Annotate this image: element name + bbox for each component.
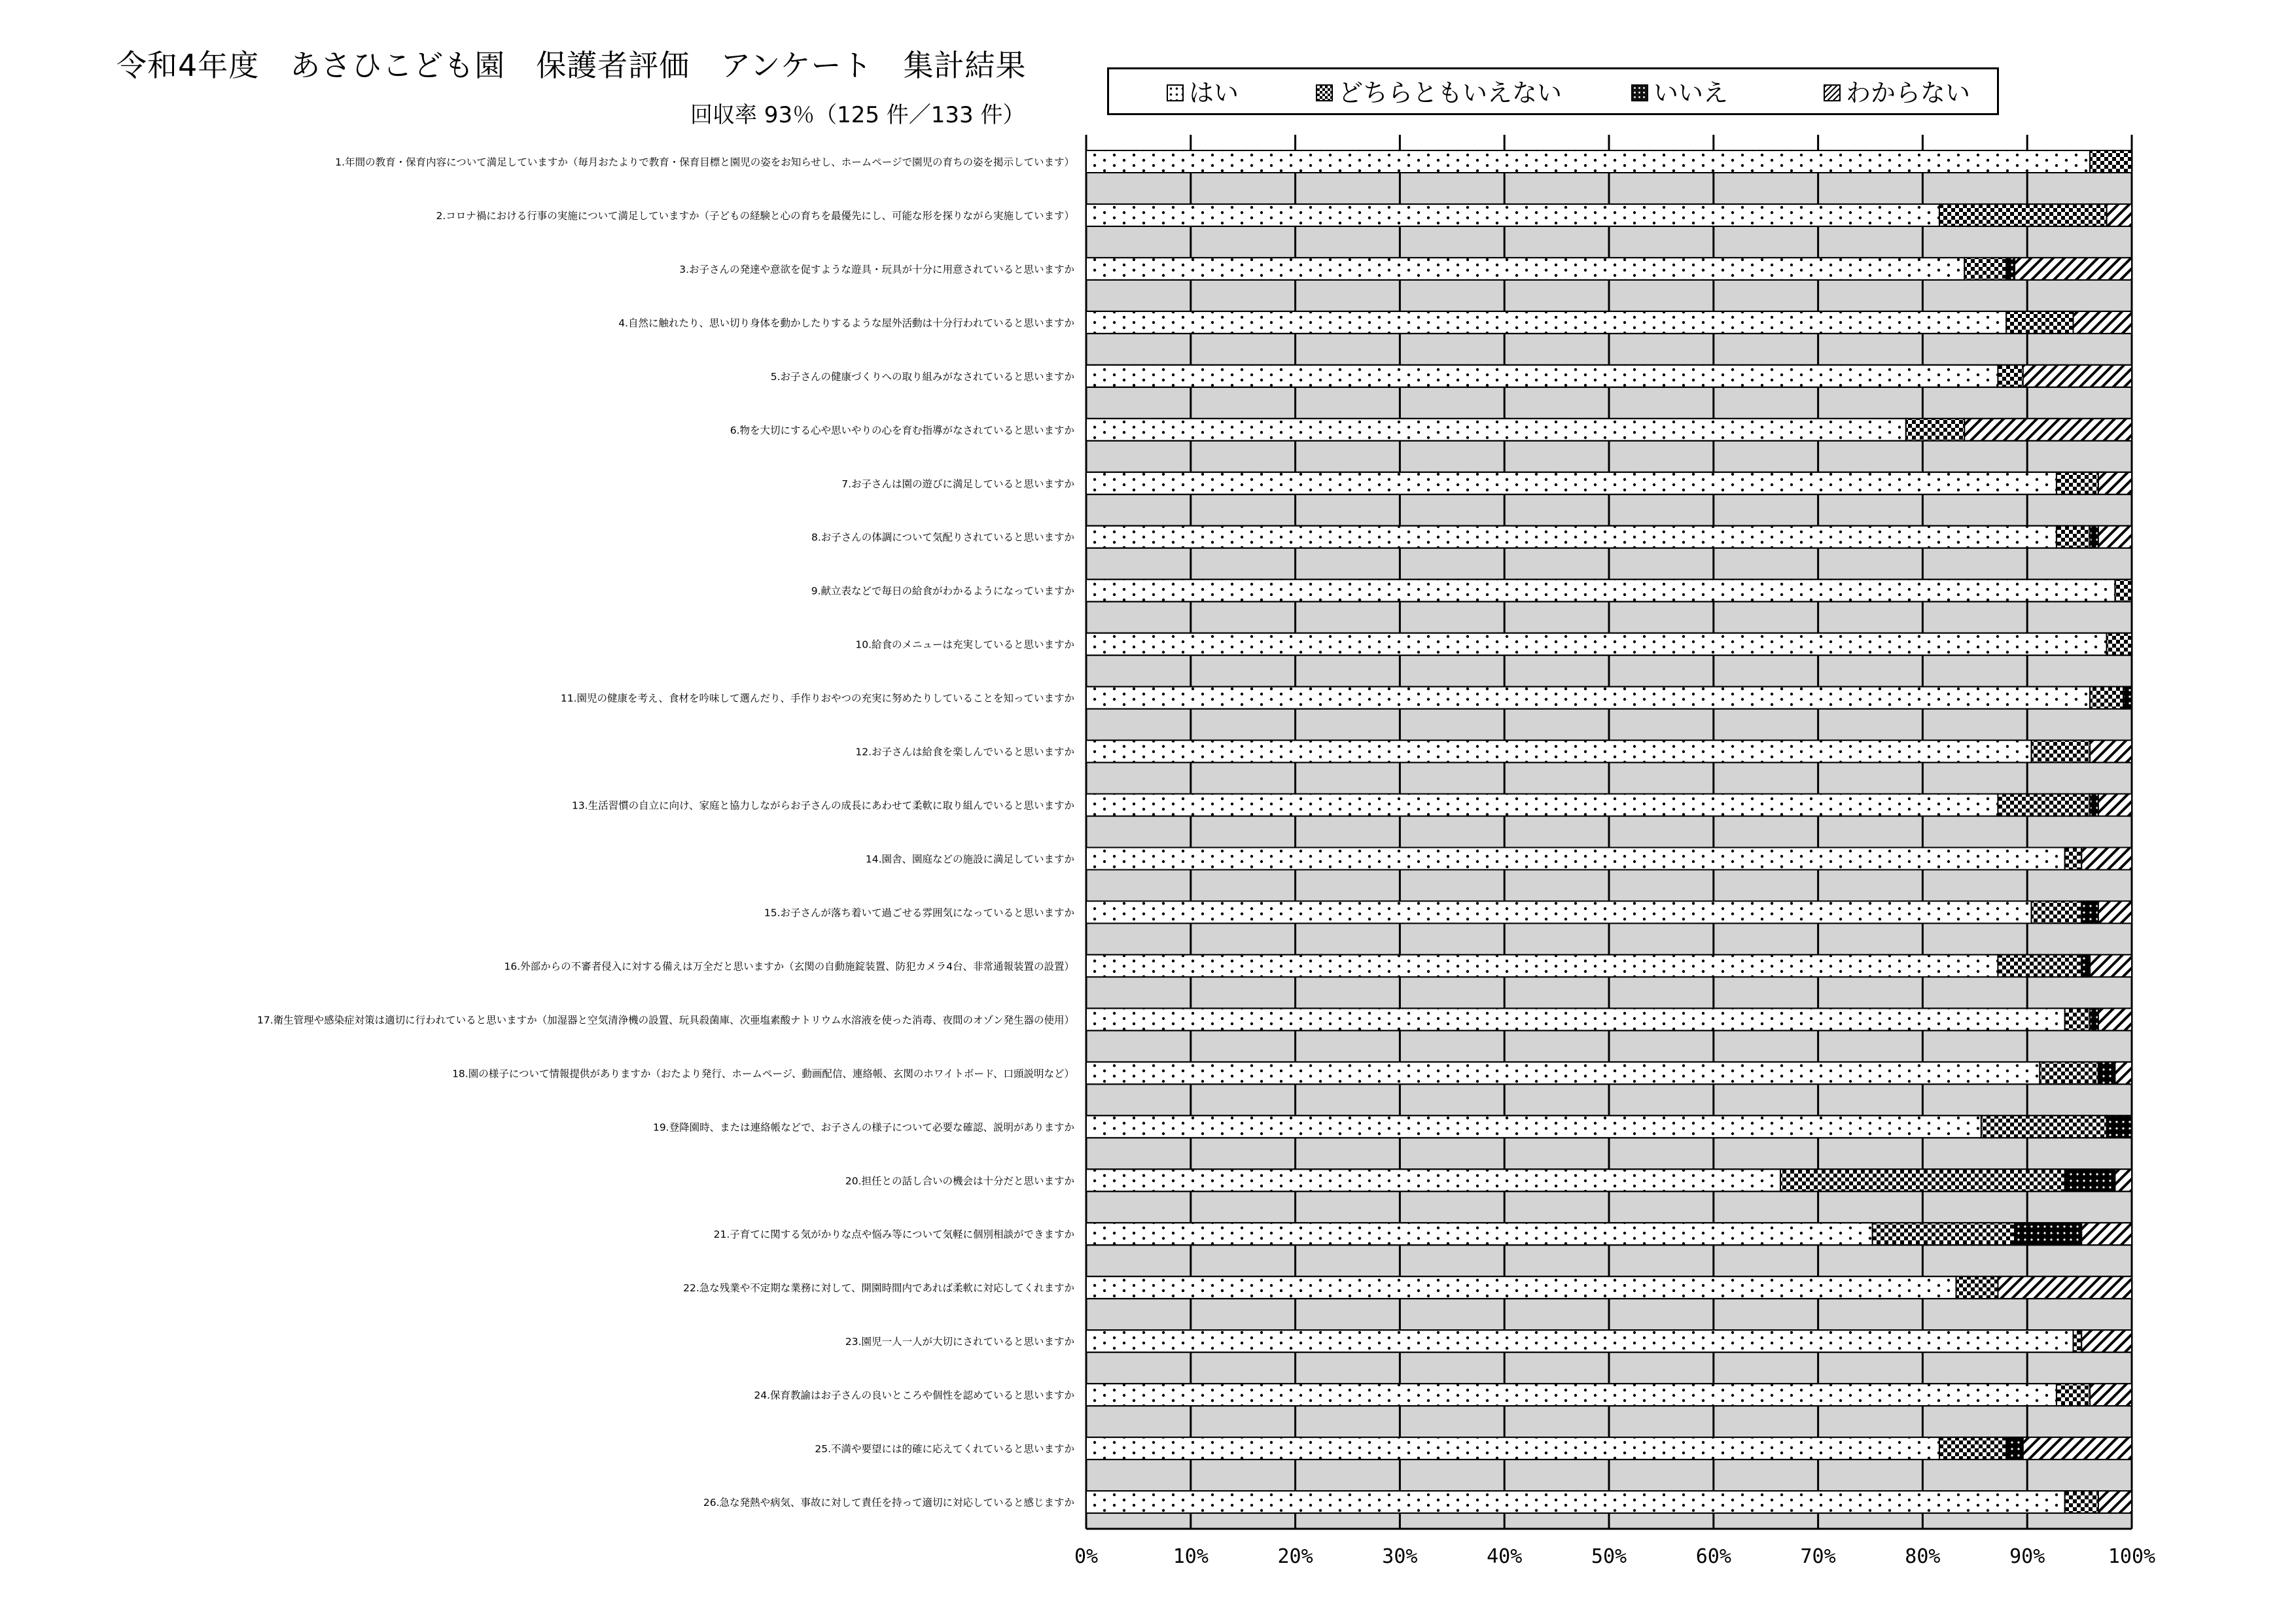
bar-segment-neutral [1906,419,1964,441]
x-tick-label: 100% [2108,1545,2156,1568]
bar-segment-unknown [2081,1330,2132,1352]
bar-segment-unknown [2098,901,2132,923]
bar-segment-yes [1086,848,2065,870]
bar-segment-unknown [2015,258,2132,280]
bar-segment-unknown [2115,1169,2132,1191]
category-label: 25.不満や要望には的確に応えてくれていると思いますか [815,1443,1074,1456]
response-rate-subtitle: 回収率 93％（125 件／133 件） [690,102,1025,128]
category-label: 21.子育てに関する気がかりな点や悩み等について気軽に個別相談ができますか [713,1229,1074,1241]
category-label: 4.自然に触れたり、思い切り身体を動かしたりするような屋外活動は十分行われていると思いますか [618,317,1074,329]
category-label: 23.園児一人一人が大切にされていると思いますか [845,1336,1074,1348]
bar-segment-yes [1086,1384,2057,1406]
x-tick-label: 10% [1173,1545,1209,1568]
bar-segment-yes [1086,687,2090,709]
page-title: 令和4年度 あさひこども園 保護者評価 アンケート 集計結果 [116,48,1027,83]
bar-segment-neutral [1964,258,2006,280]
bar-segment-neutral [1998,794,2090,816]
bar-segment-yes [1086,204,1939,226]
bar-segment-neutral [1939,204,2107,226]
x-tick-label: 90% [2009,1545,2045,1568]
bar-segment-neutral [1981,1115,2107,1138]
bar-segment-neutral [2065,848,2082,870]
bar-segment-yes [1086,472,2057,495]
bar-segment-neutral [1956,1276,1998,1299]
bar-segment-yes [1086,794,1998,816]
bar-segment-yes [1086,1437,1939,1459]
bar-segment-yes [1086,1062,2040,1084]
legend-label-no: いいえ [1653,79,1729,107]
category-label: 7.お子さんは園の遊びに満足していると思いますか [841,478,1074,490]
bar-segment-neutral [2115,580,2132,602]
bar-segment-yes [1086,419,1906,441]
bar-segment-unknown [2098,1008,2132,1030]
bar-segment-yes [1086,526,2057,548]
category-label: 11.園児の健康を考え、食材を吟味して選んだり、手作りおやつの充実に努めたりしていることを知っていますか [560,692,1074,705]
bar-segment-neutral [2074,1330,2082,1352]
x-tick-label: 70% [1800,1545,1836,1568]
category-label: 1.年間の教育・保育内容について満足していますか（毎月おたよりで教育・保育目標と園児の姿をお知らせし、ホームページで園児の育ちの姿を掲示しています） [335,156,1074,168]
bar-segment-yes [1086,1491,2065,1513]
bar-segment-unknown [2098,472,2132,495]
bar-segment-unknown [2090,741,2132,763]
bar-segment-no [2065,1169,2115,1191]
bar-segment-unknown [2098,794,2132,816]
x-tick-label: 80% [1905,1545,1941,1568]
category-label: 6.物を大切にする心や思いやりの心を育む指導がなされていると思いますか [730,424,1074,436]
category-label: 2.コロナ禍における行事の実施について満足していますか（子どもの経験と心の育ちを最優先にし、可能な形を探りながら実施しています） [436,209,1074,222]
bar-segment-yes [1086,258,1964,280]
category-label: 19.登降園時、または連絡帳などで、お子さんの様子について必要な確認、説明がありますか [652,1121,1074,1134]
bar-segment-unknown [2023,1437,2132,1459]
bar-segment-yes [1086,1008,2065,1030]
bar-segment-unknown [2074,311,2132,334]
x-tick-label: 60% [1695,1545,1731,1568]
bar-segment-neutral [2057,1384,2090,1406]
category-label: 20.担任との話し合いの機会は十分だと思いますか [845,1175,1074,1187]
bar-segment-neutral [1780,1169,2065,1191]
category-labels [257,156,1074,1509]
category-label: 22.急な残業や不定期な業務に対して、開園時間内であれば柔軟に対応してくれますか [683,1282,1074,1295]
bar-segment-no [2090,794,2098,816]
category-label: 26.急な発熱や病気、事故に対して責任を持って適切に対応していると感じますか [703,1497,1074,1509]
bar-segment-yes [1086,1276,1956,1299]
x-tick-label: 0% [1074,1545,1099,1568]
bar-segment-neutral [2032,901,2082,923]
bar-segment-neutral [1939,1437,2006,1459]
bar-segment-unknown [2081,848,2132,870]
bar-segment-yes [1086,580,2115,602]
bar-segment-yes [1086,1115,1981,1138]
x-tick-label: 20% [1277,1545,1313,1568]
category-label: 17.衛生管理や感染症対策は適切に行われていると思いますか（加湿器と空気清浄機の設置、玩具殺菌庫、次亜塩素酸ナトリウム水溶液を使った消毒、夜間のオゾン発生器の使用） [256,1014,1074,1026]
bar-segment-unknown [1964,419,2132,441]
bar-segment-unknown [2090,1384,2132,1406]
category-label: 14.園舎、園庭などの施設に満足していますか [865,853,1074,865]
bar-segment-neutral [2090,150,2132,173]
bar-segment-no [2015,1223,2081,1245]
bar-segment-no [2081,954,2090,977]
bar-segment-yes [1086,1169,1780,1191]
bar-segment-no [2006,1437,2023,1459]
x-tick-label: 30% [1382,1545,1418,1568]
bar-segment-neutral [2057,526,2090,548]
bar-segment-neutral [2065,1008,2090,1030]
category-label: 9.献立表などで毎日の給食がわかるようになっていますか [811,585,1074,597]
bar-segment-neutral [1873,1223,2015,1245]
bar-segment-no [2090,526,2098,548]
bar-segment-no [2123,687,2132,709]
bar-segment-no [2098,1062,2115,1084]
bar-segment-neutral [2107,633,2132,655]
bar-segment-unknown [2107,204,2132,226]
bar-segment-unknown [2090,954,2132,977]
x-tick-label: 40% [1487,1545,1523,1568]
bar-segment-yes [1086,311,2006,334]
bar-segment-unknown [2023,365,2132,387]
category-label: 18.園の様子について情報提供がありますか（おたより発行、ホームページ、動画配信、連絡帳、玄関のホワイトボード、口頭説明など） [452,1068,1074,1080]
legend-label-unknown: わからない [1846,79,1971,107]
category-label: 13.生活習慣の自立に向け、家庭と協力しながらお子さんの成長にあわせて柔軟に取り組んでいると思いますか [571,799,1074,812]
bar-segment-neutral [2057,472,2098,495]
bar-segment-no [2107,1115,2132,1138]
bar-segment-no [2090,1008,2098,1030]
category-label: 15.お子さんが落ち着いて過ごせる雰囲気になっていると思いますか [764,907,1074,919]
bar-segment-neutral [2040,1062,2098,1084]
bar-segment-yes [1086,150,2090,173]
bar-segment-yes [1086,633,2107,655]
x-tick-label: 50% [1591,1545,1627,1568]
bar-segment-unknown [1998,1276,2132,1299]
x-axis-ticks [1074,1545,2155,1568]
bar-segment-neutral [1998,365,2022,387]
bar-segment-yes [1086,1330,2074,1352]
bar-segment-unknown [2081,1223,2132,1245]
bar-segment-yes [1086,365,1998,387]
bar-segment-no [2081,901,2098,923]
category-label: 3.お子さんの発達や意欲を促すような遊具・玩具が十分に用意されていると思いますか [679,263,1074,275]
category-label: 24.保育教諭はお子さんの良いところや個性を認めていると思いますか [754,1389,1074,1402]
bar-segment-neutral [2032,741,2090,763]
bar-segment-yes [1086,954,1998,977]
legend-label-neutral: どちらともいえない [1338,79,1563,107]
category-label: 5.お子さんの健康づくりへの取り組みがなされていると思いますか [770,370,1074,383]
bar-segment-unknown [2098,526,2132,548]
legend-label-yes: はい [1189,79,1239,107]
bar-segment-neutral [1998,954,2081,977]
bar-segment-neutral [2090,687,2123,709]
bar-segment-neutral [2006,311,2073,334]
bar-segment-unknown [2098,1491,2132,1513]
bar-segment-yes [1086,901,2032,923]
bar-segment-no [2006,258,2015,280]
bar-segment-neutral [2065,1491,2098,1513]
bar-segment-yes [1086,1223,1873,1245]
category-label: 12.お子さんは給食を楽しんでいると思いますか [855,746,1074,758]
category-label: 16.外部からの不審者侵入に対する備えは万全だと思いますか（玄関の自動施錠装置、防犯カメラ4台、非常通報装置の設置） [504,960,1074,973]
bar-segment-unknown [2115,1062,2132,1084]
bar-segment-yes [1086,741,2032,763]
category-label: 8.お子さんの体調について気配りされていると思いますか [811,531,1074,544]
category-label: 10.給食のメニューは充実していると思いますか [855,638,1074,651]
